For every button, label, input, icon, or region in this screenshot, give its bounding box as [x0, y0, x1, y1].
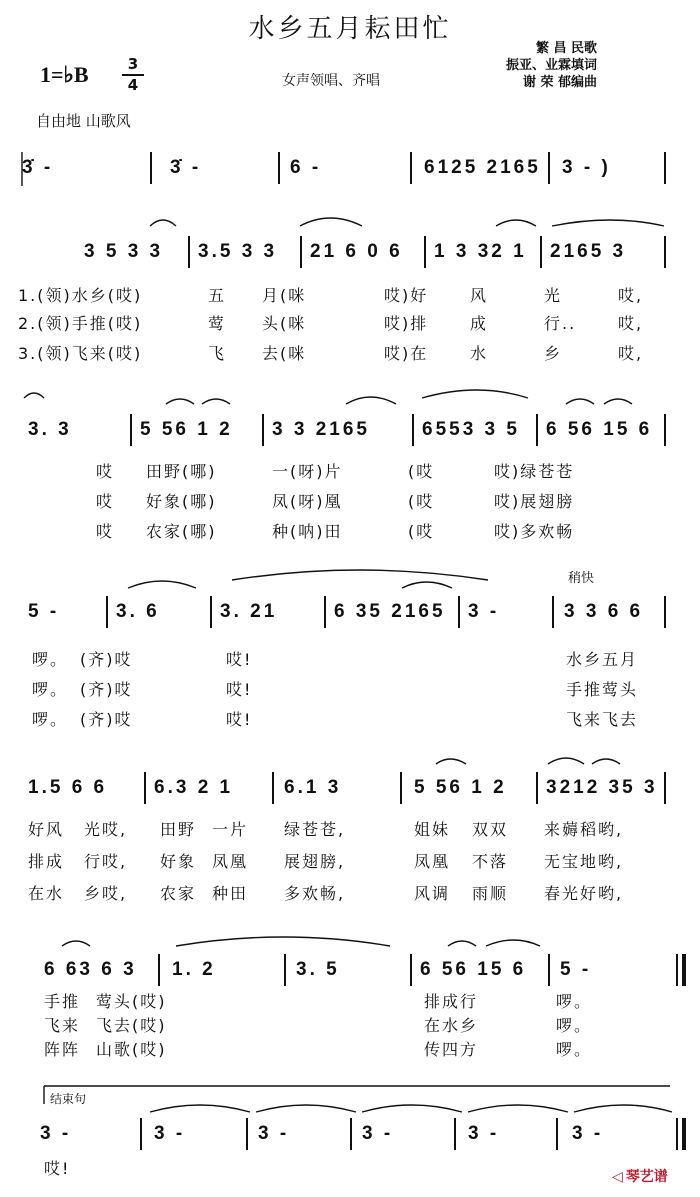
lyric-word: 光哎,: [84, 820, 128, 839]
barline: [536, 772, 538, 804]
measure: 6125 2165: [424, 157, 541, 178]
measure: 3. 5: [296, 959, 340, 980]
barline: [548, 152, 550, 184]
notation-row-1: [0, 150, 700, 186]
barline: [458, 596, 460, 628]
barline: [144, 772, 146, 804]
slur: [566, 399, 594, 404]
measure: 6.3 2 1: [154, 777, 234, 798]
barline: [158, 954, 160, 986]
lyric-word: 绿苍苍,: [284, 820, 346, 839]
lyric-word: 1.(领)水乡(哎): [18, 286, 143, 305]
slur: [402, 582, 452, 588]
logo-icon: ◁: [612, 1169, 623, 1185]
lyric-word: 乡哎,: [84, 884, 128, 903]
lyric-word: 无宝地哟,: [544, 852, 624, 871]
lyric-word: (哎: [408, 492, 435, 511]
barline: [300, 236, 302, 268]
lyric-word: 哎!: [226, 680, 253, 699]
lyric-word: (哎: [408, 522, 435, 541]
lyric-word: 月(咪: [262, 286, 307, 305]
barline: [284, 954, 286, 986]
lyric-word: 展翅膀,: [284, 852, 346, 871]
lyric-word: 双双: [472, 820, 509, 839]
barline: [424, 236, 426, 268]
watermark-logo: [612, 1166, 668, 1186]
barline: [106, 596, 108, 628]
lyric-word: 行..: [544, 314, 577, 333]
lyric-word: 田野: [160, 820, 197, 839]
measure: 21 6 0 6: [310, 241, 403, 262]
credit-origin: 繁 昌 民歌: [535, 41, 598, 56]
barline: [454, 1118, 456, 1150]
measure: 6 35 2165: [334, 601, 446, 622]
measure: 3 3 6 6: [564, 601, 644, 622]
ending-lyric: 哎!: [44, 1159, 71, 1178]
measure: 3.5 3 3: [198, 241, 278, 262]
lyric-word: 行哎,: [84, 852, 128, 871]
tie: [256, 1105, 356, 1112]
lyric-word: 哎,: [618, 314, 644, 333]
performance-note: 女声领唱、齐唱: [282, 73, 380, 89]
measure: 3 -: [362, 1123, 394, 1144]
measure: 3̇ -: [22, 157, 54, 178]
measure: 3212 35 3: [546, 777, 658, 798]
barline: [410, 152, 412, 184]
lyric-word: 种田: [212, 884, 249, 903]
slur: [62, 941, 90, 946]
measure: 6 56 15 6: [546, 419, 653, 440]
barline: [540, 236, 542, 268]
lyric-word: 成: [470, 314, 489, 333]
lyric-word: 哎!: [226, 710, 253, 729]
barline: [350, 1118, 352, 1150]
tie: [150, 1105, 250, 1112]
lyric-word: 种(呐)田: [272, 522, 343, 541]
slur: [166, 399, 194, 404]
tie: [468, 1105, 568, 1112]
ending-label: 结束句: [50, 1092, 87, 1106]
lyric-word: 光: [544, 286, 563, 305]
notation-row-3: [0, 412, 700, 448]
lyric-word: 来薅稻哟,: [544, 820, 624, 839]
credits: [506, 40, 597, 91]
ending-bracket: [44, 1086, 670, 1104]
lyric-word: 好象: [160, 852, 197, 871]
slur: [232, 570, 488, 580]
measure: 3 -: [40, 1123, 72, 1144]
lyric-word: 啰。: [32, 650, 69, 669]
barline: [664, 236, 666, 268]
measure: 2165 3: [550, 241, 627, 262]
barline: [664, 772, 666, 804]
lyric-word: 一片: [212, 820, 249, 839]
lyric-word: 哎: [96, 492, 115, 511]
barline: [188, 236, 190, 268]
barline: [676, 954, 678, 986]
slur: [176, 937, 390, 946]
barline: [130, 414, 132, 446]
barline: [536, 414, 538, 446]
slur: [496, 220, 536, 226]
measure: 3 - ): [562, 157, 611, 178]
notation-row-2: [0, 234, 700, 270]
lyric-word: 哎)绿苍苍: [494, 462, 575, 481]
measure: 5 56 1 2: [414, 777, 507, 798]
lyric-word: 雨顺: [472, 884, 509, 903]
lyric-word: 飞: [208, 344, 227, 363]
barline: [556, 1118, 558, 1150]
lyric-word: 传四方: [424, 1040, 479, 1059]
measure: 6553 3 5: [422, 419, 520, 440]
measure: 3 -: [572, 1123, 604, 1144]
barline: [278, 152, 280, 184]
lyric-word: 水乡五月: [566, 650, 639, 669]
lyric-word: 飞去(哎): [96, 1016, 167, 1035]
measure: 1. 2: [172, 959, 216, 980]
lyric-word: 莺: [208, 314, 227, 333]
lyric-word: 手推: [44, 992, 81, 1011]
slur: [436, 759, 466, 764]
lyric-word: 啰。: [32, 680, 69, 699]
lyric-word: 凤凰: [212, 852, 249, 871]
barline: [548, 954, 550, 986]
lyric-word: 飞来: [44, 1016, 81, 1035]
slur: [422, 390, 528, 398]
lyric-word: 阵阵: [44, 1040, 81, 1059]
lyric-word: 农家(哪): [146, 522, 217, 541]
measure: 3 -: [258, 1123, 290, 1144]
lyric-word: 姐妹: [414, 820, 451, 839]
barline: [324, 596, 326, 628]
lyric-word: 风: [470, 286, 489, 305]
barline: [272, 772, 274, 804]
lyric-word: 排成行: [424, 992, 479, 1011]
lyric-word: 农家: [160, 884, 197, 903]
lyric-word: 在水: [28, 884, 65, 903]
time-signature: [122, 56, 144, 94]
measure: 3 3 2165: [272, 419, 370, 440]
lyric-word: 水: [470, 344, 489, 363]
measure: 3̇ -: [170, 157, 202, 178]
lyric-word: 手推莺头: [566, 680, 639, 699]
barline: [676, 1118, 678, 1150]
lyric-word: 凤凰: [414, 852, 451, 871]
lyric-word: 田野(哪): [146, 462, 217, 481]
lyric-word: 五: [208, 286, 227, 305]
slur: [486, 940, 540, 946]
lyric-word: 啰。: [556, 1040, 593, 1059]
slur: [150, 220, 176, 226]
measure: 3 -: [154, 1123, 186, 1144]
lyric-word: 哎,: [618, 286, 644, 305]
lyric-word: 风调: [414, 884, 451, 903]
key-signature: 1=♭B: [40, 62, 89, 87]
lyric-word: (哎: [408, 462, 435, 481]
tie: [362, 1105, 462, 1112]
lyric-word: 啰。: [32, 710, 69, 729]
measure: 6 63 6 3: [44, 959, 137, 980]
lyric-word: 哎!: [226, 650, 253, 669]
lyric-word: 春光好哟,: [544, 884, 624, 903]
barline: [400, 772, 402, 804]
lyric-word: 哎: [96, 462, 115, 481]
barline: [552, 596, 554, 628]
watermark-text: 琴艺谱: [625, 1169, 668, 1185]
final-barline: [682, 1118, 686, 1150]
lyric-word: 哎)排: [384, 314, 429, 333]
slur: [604, 399, 632, 404]
time-signature-bottom: 4: [127, 76, 139, 94]
lyric-word: 去(咪: [262, 344, 307, 363]
lyric-word: 莺头(哎): [96, 992, 167, 1011]
barline: [140, 1118, 142, 1150]
slur: [346, 397, 396, 404]
measure: 3 -: [468, 1123, 500, 1144]
notation-row-4: [0, 594, 700, 630]
measure: 3. 21: [220, 601, 278, 622]
measure: 1 3 32 1: [434, 241, 527, 262]
lyric-word: (齐)哎: [80, 650, 133, 669]
measure: 6 56 15 6: [420, 959, 527, 980]
measure: 1.5 6 6: [28, 777, 108, 798]
lyric-word: (齐)哎: [80, 710, 133, 729]
credit-lyrics: 振亚、业霖填词: [506, 58, 598, 73]
lyric-word: 哎: [96, 522, 115, 541]
measure: 3 5 3 3: [84, 241, 164, 262]
barline: [246, 1118, 248, 1150]
lyric-word: 好象(哪): [146, 492, 217, 511]
slur: [548, 758, 584, 764]
slur: [128, 581, 196, 588]
lyric-word: 哎)好: [384, 286, 429, 305]
measure: 5 -: [560, 959, 592, 980]
barline: [664, 152, 666, 184]
slur: [448, 941, 476, 946]
lyric-word: 3.(领)飞来(哎): [18, 344, 143, 363]
notation-row-5: [0, 770, 700, 806]
lyric-word: 凤(呀)凰: [272, 492, 343, 511]
measure: 6 -: [290, 157, 322, 178]
lyric-word: 哎)展翅膀: [494, 492, 575, 511]
lyric-word: 啰。: [556, 992, 593, 1011]
barline: [150, 152, 152, 184]
slur: [202, 399, 230, 404]
lyric-word: 排成: [28, 852, 65, 871]
barline: [664, 596, 666, 628]
lyric-word: 一(呀)片: [272, 462, 343, 481]
barline: [410, 954, 412, 986]
song-title: 水乡五月耘田忙: [248, 14, 452, 44]
slur: [592, 759, 620, 764]
notation-row-6: [0, 952, 700, 988]
barline: [210, 596, 212, 628]
lyric-word: 哎)在: [384, 344, 429, 363]
lyric-word: 不落: [472, 852, 509, 871]
final-barline: [682, 954, 686, 986]
lyric-word: 啰。: [556, 1016, 593, 1035]
measure: 5 -: [28, 601, 60, 622]
lyric-word: 好风: [28, 820, 65, 839]
lyric-word: 乡: [544, 344, 563, 363]
time-signature-top: 3: [127, 55, 139, 73]
measure: 6.1 3: [284, 777, 342, 798]
measure: 3 -: [468, 601, 500, 622]
speed-marking: 稍快: [568, 571, 595, 586]
barline: [262, 414, 264, 446]
barline: [664, 414, 666, 446]
slur: [24, 393, 44, 398]
lyric-word: 在水乡: [424, 1016, 479, 1035]
lyric-word: 哎,: [618, 344, 644, 363]
slur: [552, 220, 664, 226]
lyric-word: 头(咪: [262, 314, 307, 333]
lyric-word: 哎)多欢畅: [494, 522, 575, 541]
lyric-word: 飞来飞去: [566, 710, 639, 729]
barline: [412, 414, 414, 446]
lyric-word: 2.(领)手推(哎): [18, 314, 143, 333]
lyric-word: (齐)哎: [80, 680, 133, 699]
lyric-word: 山歌(哎): [96, 1040, 167, 1059]
tempo-marking: 自由地 山歌风: [36, 112, 131, 130]
lyric-word: 多欢畅,: [284, 884, 346, 903]
slur: [300, 218, 362, 226]
notation-row-7: [0, 1116, 700, 1152]
measure: 5 56 1 2: [140, 419, 233, 440]
measure: 3. 3: [28, 419, 72, 440]
measure: 3. 6: [116, 601, 160, 622]
credit-arranger: 谢 荣 郁编曲: [522, 75, 598, 90]
tie: [574, 1105, 672, 1112]
